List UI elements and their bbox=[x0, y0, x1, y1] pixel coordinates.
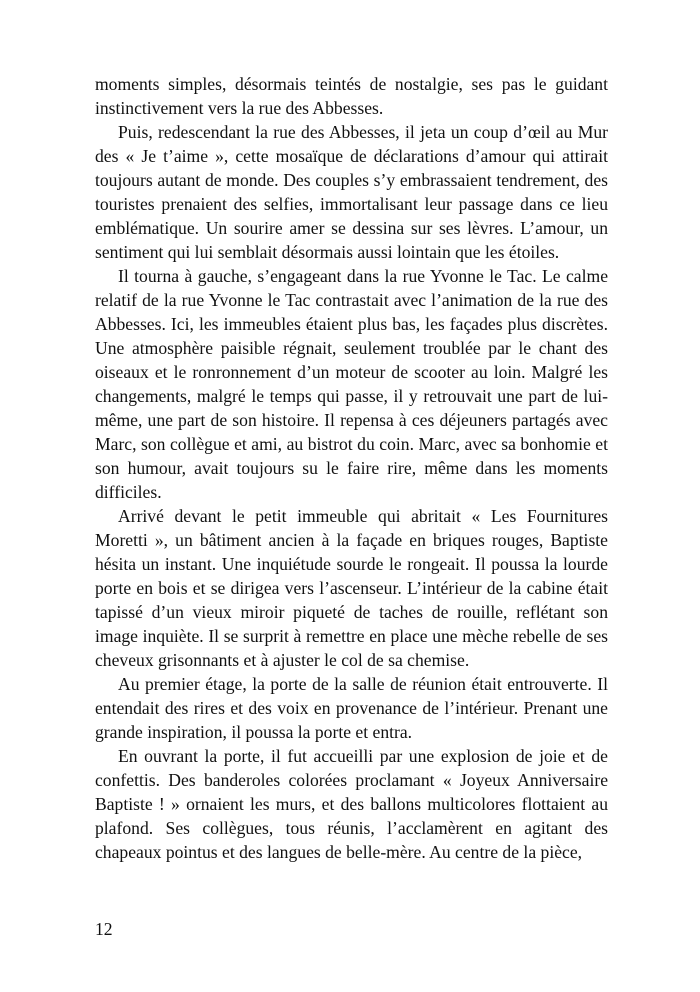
paragraph: En ouvrant la porte, il fut accueilli par une explosion de joie et de confettis. Des banderoles colorées proclamant « Joyeux Anniversaire Baptiste ! » ornaient les murs, et des ballons multicolores flottaient au plafond. Ses collègues, tous réunis, l’acclamèrent en agitant des chapeaux pointus et des langues de belle-mère. Au centre de la pièce, bbox=[95, 746, 608, 862]
paragraph: Au premier étage, la porte de la salle de réunion était entrouverte. Il entendait des rires et des voix en provenance de l’intérieur. Prenant une grande inspiration, il poussa la porte et entra. bbox=[95, 674, 608, 742]
paragraph: Puis, redescendant la rue des Abbesses, il jeta un coup d’œil au Mur des « Je t’aime », cette mosaïque de déclarations d’amour qui attirait toujours autant de monde. Des couples s’y embrassaient tendrement, des touristes prenaient des selfies, immortalisant leur passage dans ce lieu emblématique. Un sourire amer se dessina sur ses lèvres. L’amour, un sentiment qui lui semblait désormais aussi lointain que les étoiles. bbox=[95, 122, 608, 262]
paragraph: Arrivé devant le petit immeuble qui abritait « Les Fournitures Moretti », un bâtiment ancien à la façade en briques rouges, Baptiste hésita un instant. Une inquiétude sourde le rongeait. Il poussa la lourde porte en bois et se dirigea vers l’ascenseur. L’intérieur de la cabine était tapissé d’un vieux miroir piqueté de taches de rouille, reflétant son image inquiète. Il se surprit à remettre en place une mèche rebelle de ses cheveux grisonnants et à ajuster le col de sa chemise. bbox=[95, 506, 608, 670]
page-number: 12 bbox=[95, 919, 113, 939]
paragraph-continuation: moments simples, désormais teintés de nostalgie, ses pas le guidant instinctivement vers la rue des Abbesses. bbox=[95, 74, 608, 118]
paragraph: Il tourna à gauche, s’engageant dans la rue Yvonne le Tac. Le calme relatif de la rue Yvonne le Tac contrastait avec l’animation de la rue des Abbesses. Ici, les immeubles étaient plus bas, les façades plus discrètes. Une atmosphère paisible régnait, seulement troublée par le chant des oiseaux et le ronronnement d’un moteur de scooter au loin. Malgré les changements, malgré le temps qui passe, il y retrouvait une part de lui-même, une part de son histoire. Il repensa à ces déjeuners partagés avec Marc, son collègue et ami, au bistrot du coin. Marc, avec sa bonhomie et son humour, avait toujours su le faire rire, même dans les moments difficiles. bbox=[95, 266, 608, 502]
page-body bbox=[95, 72, 608, 864]
